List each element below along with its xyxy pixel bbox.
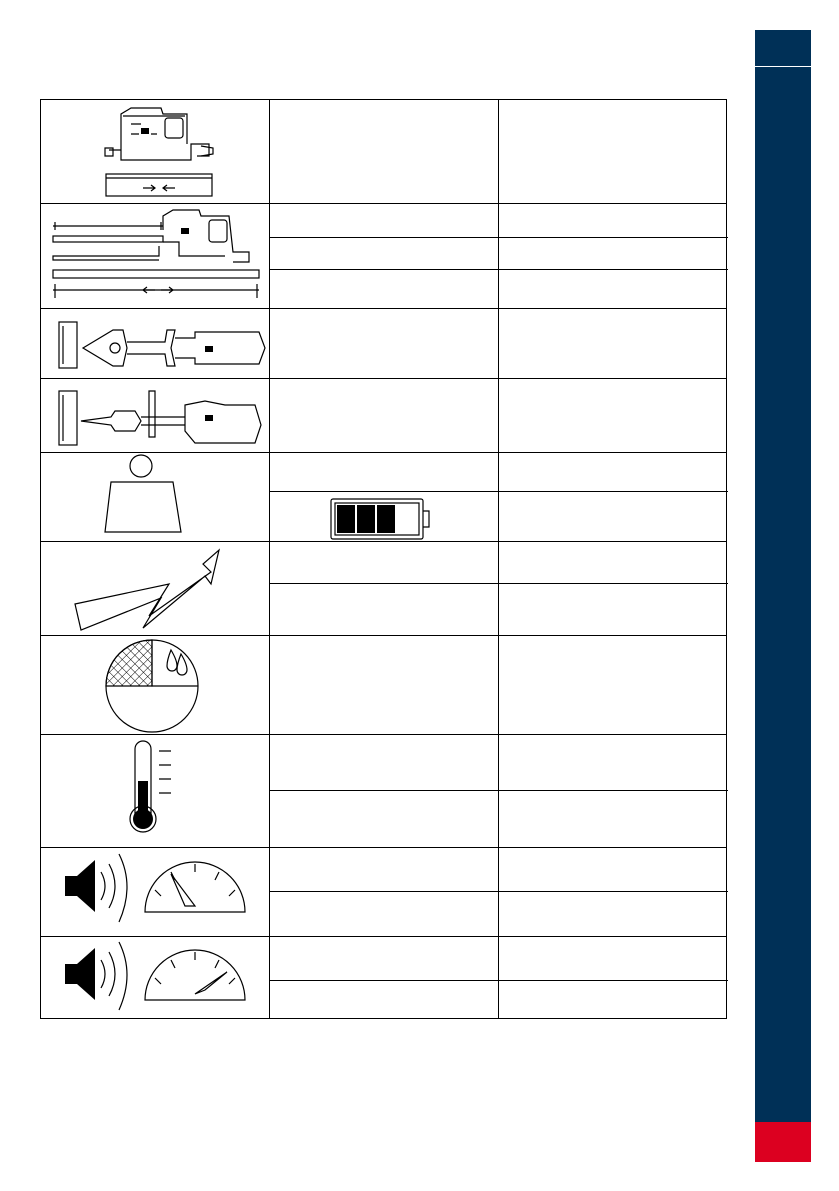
thermometer-icon [129,741,189,835]
subrow-divider [269,237,728,238]
subrow-divider [269,980,728,981]
protection-class-icon [101,638,211,734]
closed-length-tool-icon [101,104,216,200]
sound-power-icon [61,938,251,1022]
row-divider [41,847,726,848]
chapter-marker [755,1122,811,1162]
brand-sidebar [755,30,811,1162]
row-divider [41,378,726,379]
subrow-divider [269,583,728,584]
sidebar-tab [755,30,811,67]
subrow-divider [269,891,728,892]
tool-width-icon [55,312,267,376]
sound-pressure-icon [61,850,251,934]
battery-icon [329,497,435,541]
row-divider [41,203,726,204]
row-divider [41,308,726,309]
spec-table [40,99,727,1019]
subrow-divider [269,269,728,270]
row-divider [41,541,726,542]
tool-height-icon [55,381,267,451]
subrow-divider [269,790,728,791]
opening-length-tool-icon [49,206,261,306]
subrow-divider [269,491,728,492]
weight-icon [101,452,211,536]
row-divider [41,734,726,735]
force-arrow-icon [69,544,249,636]
